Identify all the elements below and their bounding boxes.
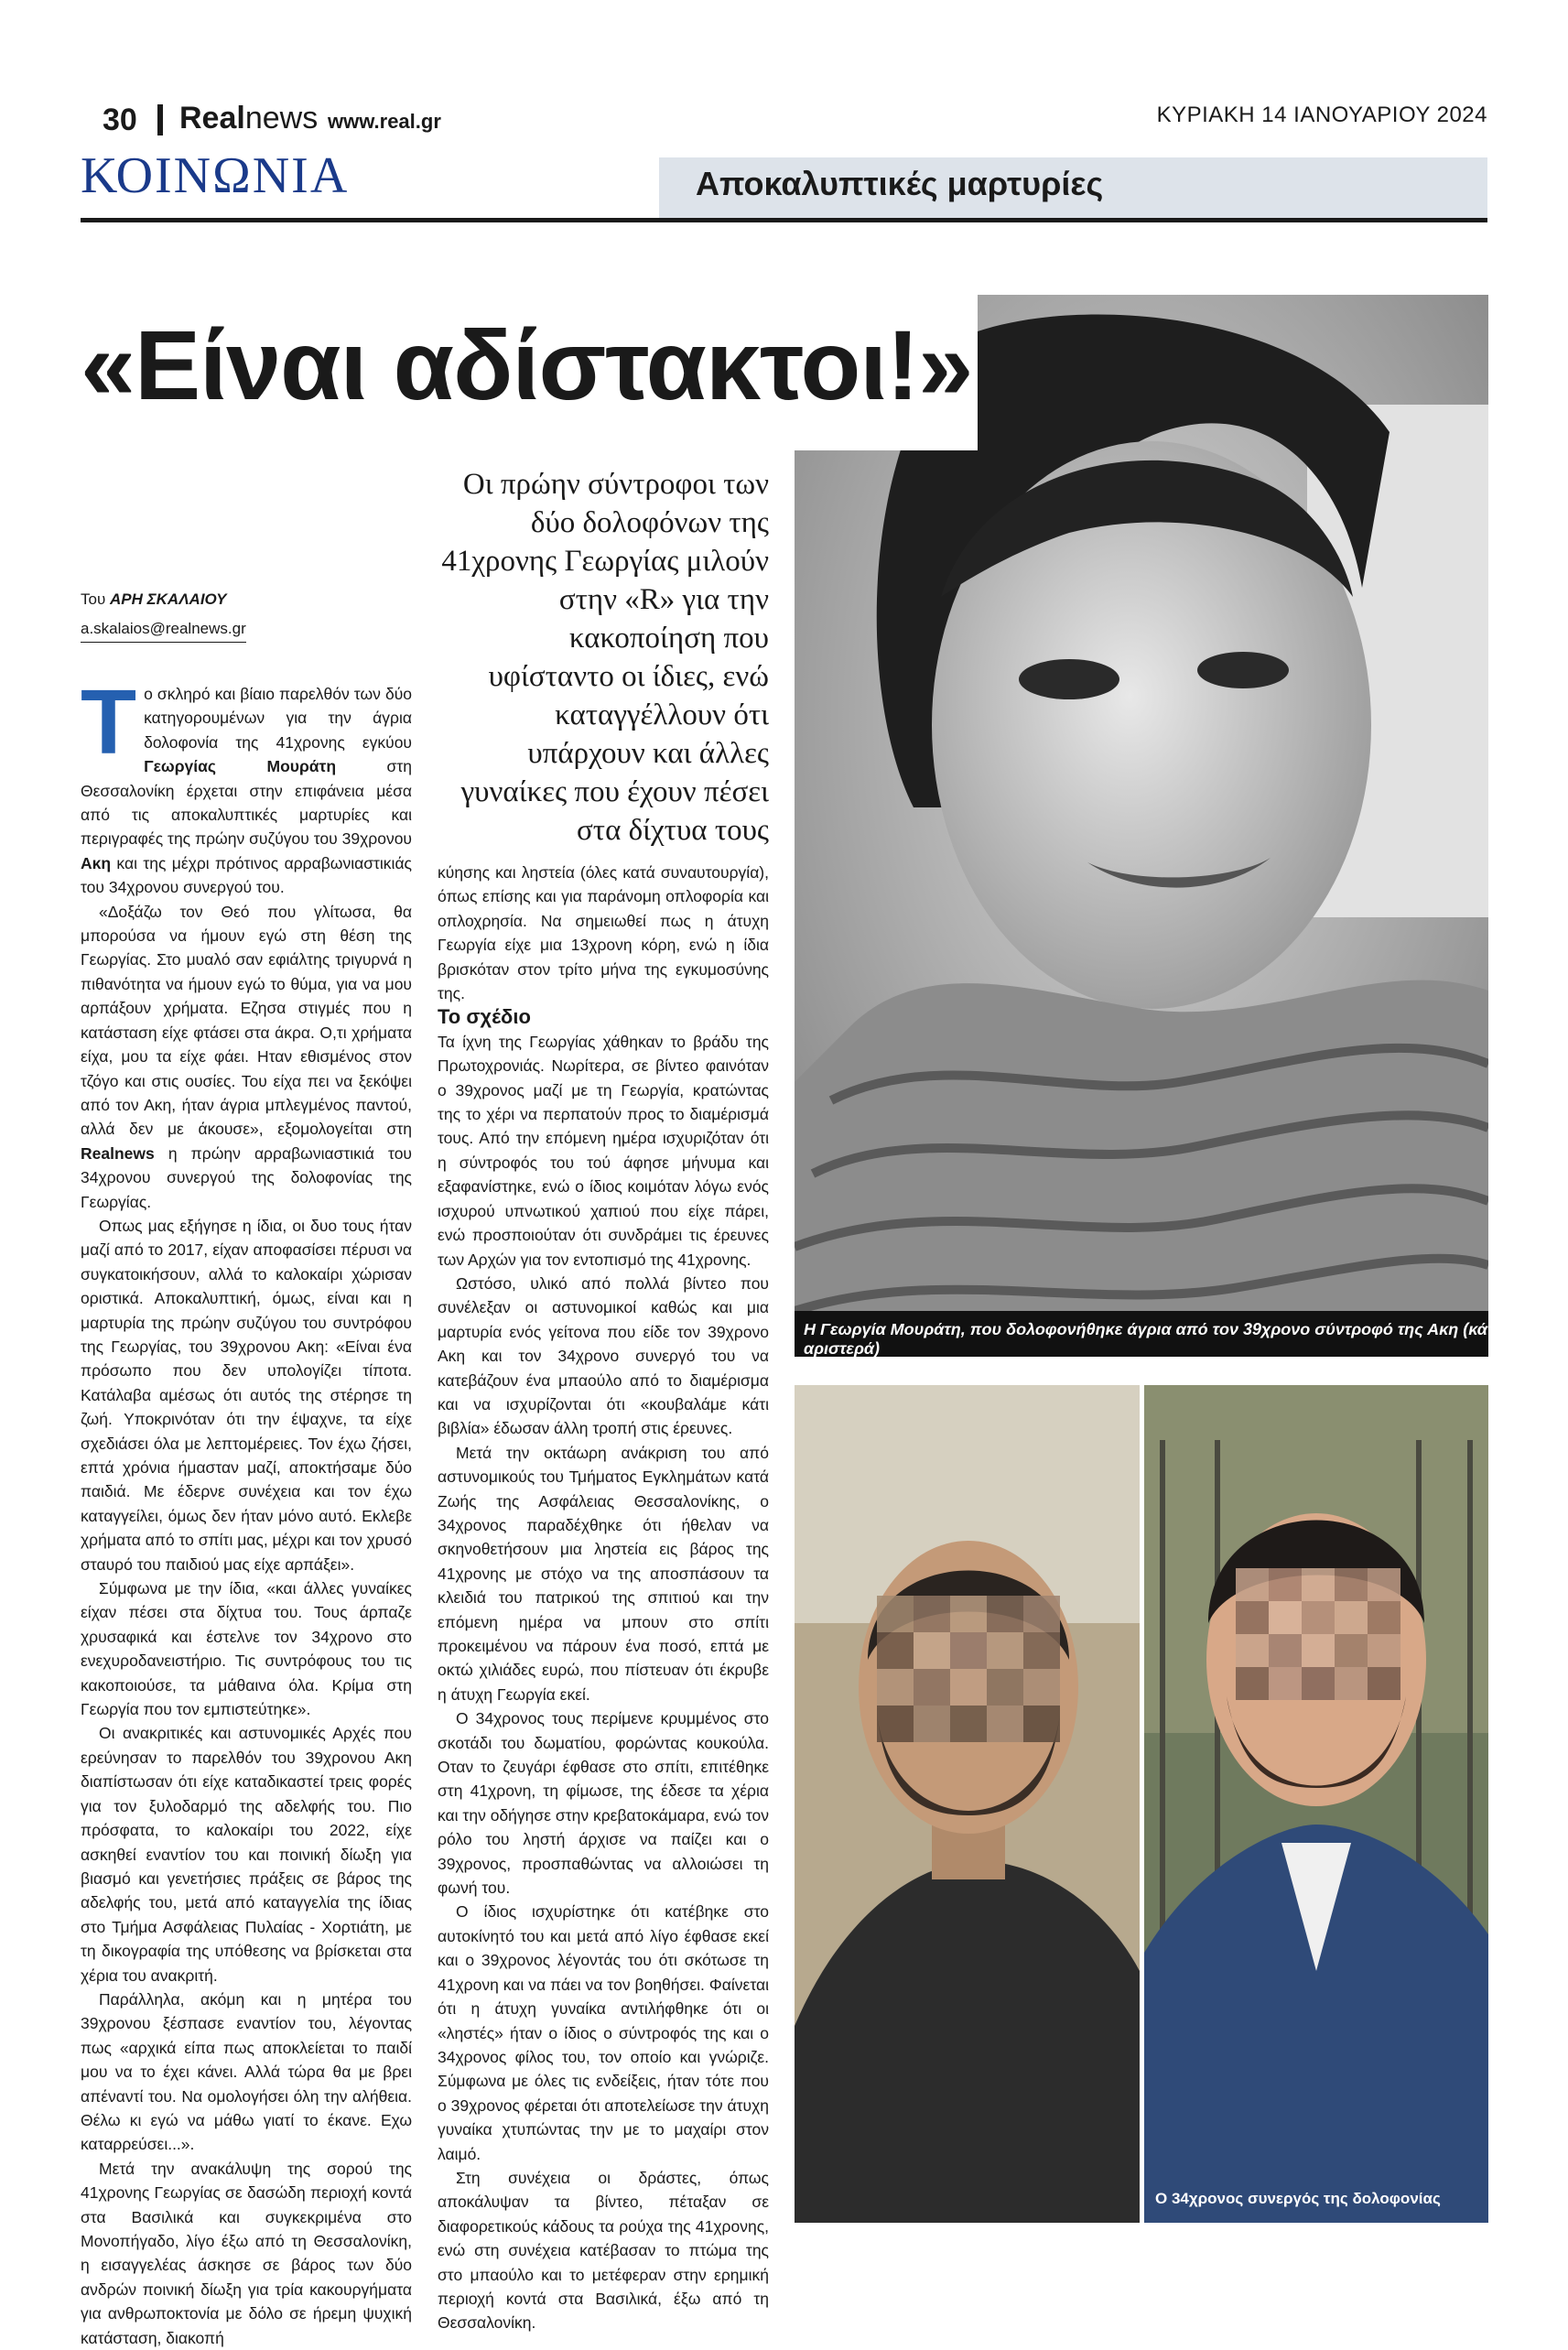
article-column-2 [438,861,769,2335]
section-title: ΚΟΙΝΩΝΙΑ [81,147,350,204]
text-run-bold: Γεωργίας Μουράτη [144,757,337,776]
text-run-bold: Realnews [81,1143,155,1163]
photo-victim [795,295,1488,1357]
site-url: www.real.gr [328,110,441,133]
text-run: «Δοξάζω τον Θεό που γλίτωσα, θα μπορούσα να ήμουν εγώ στη θέση της Γεωργίας. Στο μυαλό σαν εφιάλτης τριγυρνά η πιθανότητα να ήμουν εγώ το θύμα, για να μου αρπάξουν χρήματα. Εζησα στιγμές που η κατάσταση είχε φτάσει στα άκρα. Ο,τι χρήματα είχα, μου τα είχε φάει. Ηταν εθισμένος στον τζόγο και στις ουσίες. Του είχα πει να ξεκόψει από τον Ακη, ήταν άγρια μπλεγμένος παντού, αλλά δεν με άκουσε», εξομολογείται στη [81,902,412,1139]
photo-suspect-39-image [795,1385,1140,2223]
paragraph: Οπως μας εξήγησε η ίδια, οι δυο τους ήταν μαζί από το 2017, είχαν αποφασίσει πέρυσι να συγκατοικήσουν, αλλά το καλοκαίρι χώρισαν οριστικά. Αποκαλυπτική, όμως, είναι και η μαρτυρία της πρώην συζύγου του συντρόφου της Γεωργίας, του 39χρονου Ακη: «Είναι ένα πρόσωπο που δεν υπολογίζει τίποτα. Κατάλαβα αμέσως ότι αυτός της στέρησε τη ζωή. Υποκρινόταν ότι την έψαχνε, τα είχε σχεδιάσει όλα με λεπτομέρειες. Τον έχω ζήσει, επτά χρόνια ήμασταν μαζί, αποκτήσαμε δύο παιδιά. Με έδερνε συνέχεια και τον έχω καταγγείλει, όμως δεν ήταν μόνο αυτό. Εκλεβε χρήματα από το σπίτι μας, μέχρι και τον χρυσό σταυρό του παιδιού μας είχε αρπάξει». [81,1216,412,1574]
text-run: η πρώην αρραβωνιαστικιά του 34χρονου συνεργού της δολοφονίας της Γεωργίας. [81,1143,412,1211]
paragraph [81,671,412,900]
paragraph: Τα ίχνη της Γεωργίας χάθηκαν το βράδυ της Πρωτοχρονιάς. Νωρίτερα, σε βίντεο φαινόταν ο 39χρονος μαζί με τη Γεωργία, κρατώντας της το χέρι να περπατούν προς το διαμέρισμά τους. Από την επόμενη ημέρα ισχυριζόταν ότι η σύντροφός του τού άφησε μήνυμα και εξαφανίστηκε, ενώ ο ίδιος κοιμόταν λόγω ενός ισχυρού υπνωτικού χαπιού που είχε πάρει, ενώ προσποιούταν ότι συνδράμει τις έρευνες των Αρχών για τον εντοπισμό της 41χρονης. [438,1032,769,1269]
brand-news: news [244,101,319,135]
paragraph: Ο 34χρονος τους περίμενε κρυμμένος στο σκοτάδι του δωματίου, φορώντας κουκούλα. Οταν το ζευγάρι έφθασε στο σπίτι, επιτέθηκε στη 41χρονη, τη φίμωσε, της έδεσε τα χέρια και την οδήγησε στην κρεβατοκάμαρα, ενώ τον ρόλο του ληστή άρχισε να παίζει και ο 39χρονος, προσπαθώντας να αλλοιώσει τη φωνή του. [438,1709,769,1898]
photo-accomplice-34 [1144,1385,1488,2223]
brand-logo [179,101,318,136]
text-run-bold: Ακη [81,853,112,872]
paragraph [81,900,412,1214]
photo-caption-victim: Η Γεωργία Μουράτη, που δολοφονήθηκε άγρια από τον 39χρονο σύντροφό της Ακη (κάτω αριστερά) [804,1320,1509,1358]
paragraph: Ο ίδιος ισχυρίστηκε ότι κατέβηκε στο αυτοκίνητό του και μετά από λίγο έφθασε εκεί και ο 39χρονος λέγοντάς του ότι σκότωσε τη 41χρονη και να πάει να τον βοηθήσει. Φαίνεται ότι η άτυχη γυναίκα αντιλήφθηκε ότι οι «ληστές» ήταν ο ίδιος ο σύντροφός της και ο 34χρονος φίλος του, τον οποίο και γνώριζε. Σύμφωνα με όλες τις ενδείξεις, ήταν τότε που ο 39χρονος φέρεται ότι αποτελείωσε την άτυχη γυναίκα χτυπώντας την με το μαχαίρι στον λαιμό. [438,1902,769,2163]
paragraph: Οι ανακριτικές και αστυνομικές Αρχές που ερεύνησαν το παρελθόν του 39χρονου Ακη διαπίστωσαν ότι είχε καταδικαστεί τρεις φορές για τον ξυλοδαρμό της αδελφής του. Πιο πρόσφατα, το καλοκαίρι του 2022, είχε ασκηθεί εναντίον του και ποινική δίωξη για βιασμό και γενετήσιες πράξεις σε βάρος της αδελφής του, μετά από καταγγελία της ίδιας στο Τμήμα Ασφάλειας Πυλαίας - Χορτιάτη, με τη δικογραφία της υπόθεσης να βρίσκεται στα χέρια του ανακριτή. [81,1724,412,1985]
paragraph: Παράλληλα, ακόμη και η μητέρα του 39χρονου ξέσπασε εναντίον του, λέγοντας πως «αρχικά είπα πως αποκλείεται το παιδί μου να το έχει κάνει. Αλλά τώρα θα με βρει απέναντί του. Να ομολογήσει όλη την αλήθεια. Θέλω κι εγώ να μάθω γιατί το έκανε. Εχω καταρρεύσει...». [81,1989,412,2154]
paragraph: Μετά την ανακάλυψη της σορού της 41χρονης Γεωργίας σε δασώδη περιοχή κοντά στα Βασιλικά και συγκεκριμένα στο Μονοπήγαδο, λίγο έξω από τη Θεσσαλονίκη, η εισαγγελέας άσκησε σε βάρος των δύο ανδρών ποινική δίωξη για τρία κακουργήματα για ανθρωποκτονία με δόλο σε ήρεμη ψυχική κατάσταση, διακοπή [81,2159,412,2347]
paragraph: Στη συνέχεια οι δράστες, όπως αποκάλυψαν τα βίντεο, πέταξαν σε διαφορετικούς κάδους τα ρούχα της 41χρονης, ενώ στη συνέχεια κατέβασαν το πτώμα της στο μπαούλο και το μετέφεραν στην ερημική περιοχή κοντά στα Βασιλικά, έξω από τη Θεσσαλονίκη. [438,2168,769,2333]
deck: Οι πρώην σύντροφοι των δύο δολοφόνων της 41χρονης Γεωργίας μιλούν στην «R» για την κακοποίηση που υφίσταντο οι ίδιες, ενώ καταγγέλλουν ότι υπάρχουν και άλλες γυναίκες που έχουν πέσει στα δίχτυα τους [441,468,769,847]
header-divider [157,104,163,135]
text-run: και της μέχρι πρότινος αρραβωνιαστικιάς του 34χρονου συνεργού του. [81,853,412,897]
brand-real: Real [179,101,245,135]
issue-date: ΚΥΡΙΑΚΗ 14 ΙΑΝΟΥΑΡΙΟΥ 2024 [1156,103,1487,127]
drop-cap: Τ [81,671,137,774]
photo-victim-image [795,295,1488,1357]
byline-name: ΑΡΗ ΣΚΑΛΑΙΟΥ [110,590,227,608]
page-number: 30 [103,103,137,137]
text-run: στη Θεσσαλονίκη έρχεται στην επιφάνεια μέσα από τις αποκαλυπτικές μαρτυρίες και περιγραφές της πρώην συζύγου του 39χρονου [81,757,412,849]
author-email[interactable]: a.skalaios@realnews.gr [81,620,246,643]
article-column-1 [81,671,412,2350]
paragraph: Ωστόσο, υλικό από πολλά βίντεο που συνέλεξαν οι αστυνομικοί καθώς και μια μαρτυρία ενός γείτονα που είδε τον 39χρονο Ακη και τον 34χρονο συνεργό του να κατεβάζουν ένα μπαούλο από το διαμέρισμα και να ισχυρίζονται ότι «κουβαλάμε κάτι βιβλία» έδωσαν άλλη τροπή στις έρευνες. [438,1273,769,1438]
text-run: ο σκληρό και βίαιο παρελθόν των δύο κατηγορουμένων για την άγρια δολοφονία της 41χρονης εγκύου [144,685,412,752]
paragraph: Μετά την οκτάωρη ανάκριση του από αστυνομικούς του Τμήματος Εγκλημάτων κατά Ζωής της Ασφάλειας Θεσσαλονίκης, ο 34χρονος παραδέχθηκε ότι ήθελαν να σκηνοθετήσουν μια ληστεία εις βάρος της 41χρονης με στόχο να της αποσπάσουν τα κλειδιά του πατρικού της σπιτιού και την επόμενη ημέρα να μπουν στο σπίτι προκειμένου να πάρουν ένα ποσό, επτά με οκτώ χιλιάδες ευρώ, που πίστευαν ότι έκρυβε η άτυχη Γεωργία εκεί. [438,1443,769,1704]
headline: «Είναι αδίστακτοι!» [81,309,973,420]
byline [81,590,226,609]
kicker: Αποκαλυπτικές μαρτυρίες [696,165,1104,202]
subheading: Το σχέδιο [438,1005,531,1029]
paragraph: Σύμφωνα με την ίδια, «και άλλες γυναίκες είχαν πέσει στα δίχτυα του. Τους άρπαζε χρυσαφικά και έστελνε τον 34χρονο στο ενεχυροδανειστήριο. Τις συντρόφους του τις κακοποιούσε, τα μάθαινα όλα. Κρίμα στη Γεωργία που τον εμπιστεύτηκε». [81,1579,412,1719]
photo-accomplice-34-image [1144,1385,1488,2223]
paragraph: κύησης και ληστεία (όλες κατά συναυτουργία), όπως επίσης και για παράνομη οπλοφορία και οπλοχρησία. Να σημειωθεί πως η άτυχη Γεωργία είχε μια 13χρονη κόρη, ενώ η ίδια βρισκόταν στον τρίτο μήνα της εγκυμοσύνης της. [438,863,769,1003]
byline-prefix: Του [81,590,110,608]
photo-suspect-39 [795,1385,1140,2223]
header-rule [81,218,1487,222]
photo-caption-accomplice: Ο 34χρονος συνεργός της δολοφονίας [1155,2190,1441,2207]
